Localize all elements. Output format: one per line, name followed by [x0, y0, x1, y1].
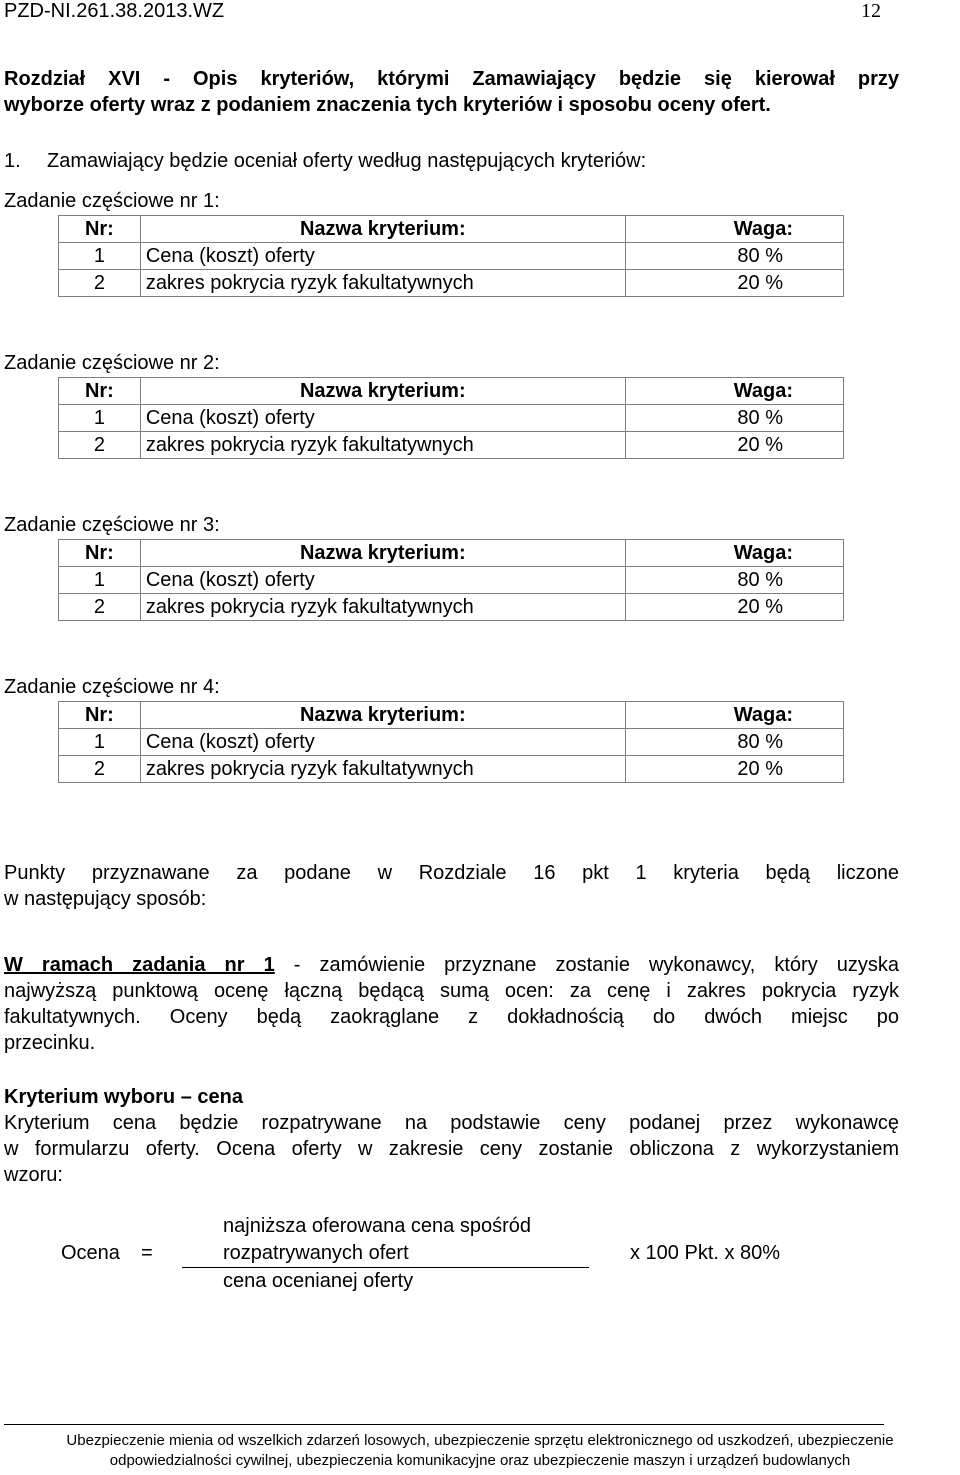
col-header-nr: Nr:: [59, 378, 141, 405]
task1-lead: W ramach zadania nr 1: [4, 954, 275, 976]
task1-paragraph-line1: [4, 952, 899, 978]
table-row: [59, 729, 844, 756]
col-header-weight: Waga:: [625, 378, 843, 405]
cell-weight: 20 %: [625, 594, 843, 621]
criteria-table: [58, 377, 844, 459]
chapter-title-line2: wyborze oferty wraz z podaniem znaczenia tych kryteriów i sposobu oceny ofert.: [4, 94, 771, 116]
table-header-row: [59, 216, 844, 243]
col-header-weight: Waga:: [625, 702, 843, 729]
footer-line2: odpowiedzialności cywilnej, ubezpieczenia komunikacyjne oraz ubezpieczenie maszyn i urządzeń budowlanych: [109, 1452, 851, 1469]
criteria-table: [58, 215, 844, 297]
task-label: Zadanie częściowe nr 2:: [4, 352, 220, 374]
formula-numerator-line1: najniższa oferowana cena spośród: [223, 1215, 531, 1237]
task1-paragraph-line3: fakultatywnych. Oceny będą zaokrąglane z dokładnością do dwóch miejsc po: [4, 1006, 899, 1028]
cell-nr: 2: [59, 270, 141, 297]
document-id: PZD-NI.261.38.2013.WZ: [4, 0, 225, 22]
cell-name: zakres pokrycia ryzyk fakultatywnych: [140, 756, 625, 783]
cell-weight: 80 %: [625, 243, 843, 270]
item-text: Zamawiający będzie oceniał oferty według następujących kryteriów:: [47, 150, 647, 172]
points-paragraph-line2: w następujący sposób:: [4, 888, 207, 910]
footer-line1: Ubezpieczenie mienia od wszelkich zdarzeń losowych, ubezpieczenie sprzętu elektronicznego od uszkodzeń, ubezpieczenie: [66, 1432, 894, 1449]
col-header-nr: Nr:: [59, 540, 141, 567]
footer-divider: [4, 1424, 884, 1425]
cell-weight: 80 %: [625, 729, 843, 756]
col-header-name: Nazwa kryterium:: [140, 216, 625, 243]
chapter-title: [4, 66, 899, 118]
cell-name: Cena (koszt) oferty: [140, 243, 625, 270]
price-criterion-line1: Kryterium cena będzie rozpatrywane na podstawie ceny podanej przez wykonawcę: [4, 1112, 899, 1134]
task1-line1-rest: - zamówienie przyznane zostanie wykonawcy, który uzyska: [274, 954, 900, 976]
cell-nr: 1: [59, 729, 141, 756]
task-label: Zadanie częściowe nr 3:: [4, 514, 220, 536]
task1-paragraph: [4, 952, 899, 1056]
points-paragraph: [4, 860, 899, 912]
cell-nr: 1: [59, 405, 141, 432]
fraction-line: [182, 1267, 589, 1268]
col-header-nr: Nr:: [59, 216, 141, 243]
criteria-intro: [4, 150, 646, 173]
task-label: Zadanie częściowe nr 1:: [4, 190, 220, 212]
cell-weight: 80 %: [625, 567, 843, 594]
formula-lhs: Ocena: [61, 1242, 120, 1264]
table-row: [59, 405, 844, 432]
cell-nr: 1: [59, 567, 141, 594]
page-number: 12: [861, 0, 881, 22]
cell-name: zakres pokrycia ryzyk fakultatywnych: [140, 270, 625, 297]
chapter-title-line1: Rozdział XVI - Opis kryteriów, którymi Zamawiający będzie się kierował przy: [4, 68, 899, 90]
col-header-name: Nazwa kryterium:: [140, 540, 625, 567]
formula-numerator-line2: rozpatrywanych ofert: [223, 1242, 409, 1264]
cell-nr: 2: [59, 756, 141, 783]
cell-weight: 20 %: [625, 756, 843, 783]
criteria-table: [58, 539, 844, 621]
cell-nr: 2: [59, 594, 141, 621]
table-header-row: [59, 378, 844, 405]
col-header-name: Nazwa kryterium:: [140, 378, 625, 405]
table-row: [59, 567, 844, 594]
formula-equals: =: [141, 1242, 153, 1264]
cell-name: Cena (koszt) oferty: [140, 405, 625, 432]
table-header-row: [59, 702, 844, 729]
criteria-table: [58, 701, 844, 783]
col-header-name: Nazwa kryterium:: [140, 702, 625, 729]
cell-name: zakres pokrycia ryzyk fakultatywnych: [140, 594, 625, 621]
cell-weight: 20 %: [625, 432, 843, 459]
cell-name: zakres pokrycia ryzyk fakultatywnych: [140, 432, 625, 459]
cell-weight: 20 %: [625, 270, 843, 297]
task1-paragraph-line2: najwyższą punktową ocenę łączną będącą sumą ocen: za cenę i zakres pokrycia ryzyk: [4, 980, 899, 1002]
points-paragraph-line1: Punkty przyznawane za podane w Rozdziale 16 pkt 1 kryteria będą liczone: [4, 862, 899, 884]
price-criterion: [4, 1084, 899, 1188]
col-header-weight: Waga:: [625, 540, 843, 567]
cell-name: Cena (koszt) oferty: [140, 567, 625, 594]
table-row: [59, 270, 844, 297]
price-criterion-line2: w formularzu oferty. Ocena oferty w zakresie ceny zostanie obliczona z wykorzystaniem: [4, 1138, 899, 1160]
price-criterion-heading: Kryterium wyboru – cena: [4, 1086, 243, 1108]
formula-denominator: cena ocenianej oferty: [223, 1270, 414, 1292]
table-row: [59, 756, 844, 783]
cell-nr: 2: [59, 432, 141, 459]
task1-paragraph-line4: przecinku.: [4, 1032, 96, 1054]
col-header-weight: Waga:: [625, 216, 843, 243]
cell-nr: 1: [59, 243, 141, 270]
table-header-row: [59, 540, 844, 567]
price-criterion-line3: wzoru:: [4, 1164, 63, 1186]
item-number: 1.: [4, 150, 21, 172]
table-row: [59, 432, 844, 459]
col-header-nr: Nr:: [59, 702, 141, 729]
cell-weight: 80 %: [625, 405, 843, 432]
task-label: Zadanie częściowe nr 4:: [4, 676, 220, 698]
cell-name: Cena (koszt) oferty: [140, 729, 625, 756]
table-row: [59, 243, 844, 270]
table-row: [59, 594, 844, 621]
formula-multiplier: x 100 Pkt. x 80%: [630, 1242, 781, 1264]
